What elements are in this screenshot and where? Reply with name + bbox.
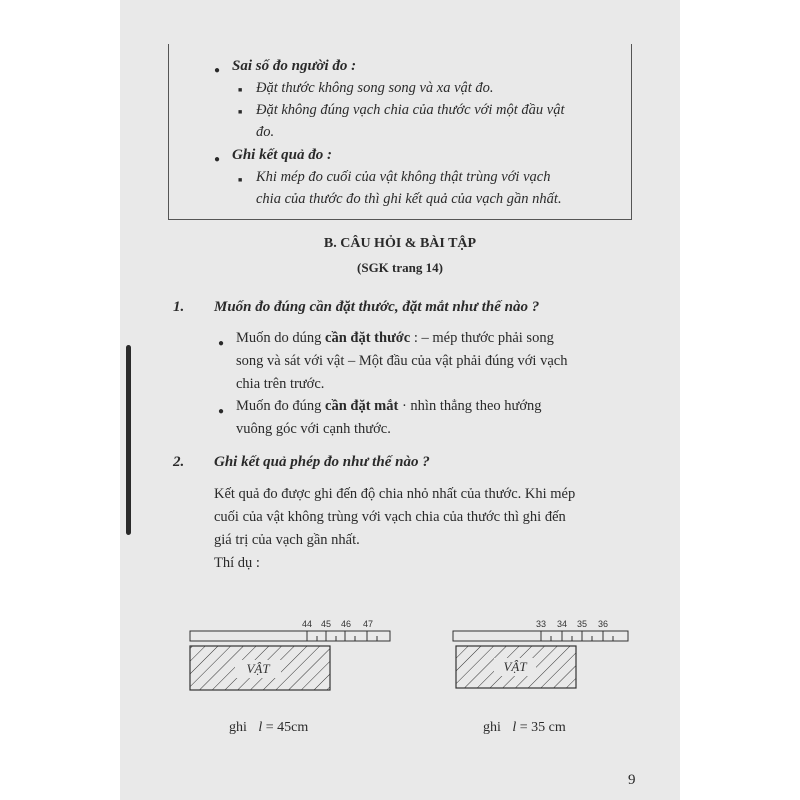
tick-label: 36 — [597, 619, 609, 629]
box-heading-2: Ghi kết quả đo : — [232, 147, 333, 163]
object-label: VẬT — [503, 659, 527, 674]
bullet-icon: ■ — [238, 108, 243, 116]
margin-ink-mark — [126, 345, 131, 535]
bullet-icon: ● — [214, 65, 221, 76]
tick-label: 47 — [362, 619, 374, 629]
page-number: 9 — [628, 772, 636, 788]
caption-text: ghi — [229, 720, 247, 735]
box-item-2-line-2: đo. — [256, 124, 275, 140]
bullet-icon: ● — [214, 154, 221, 165]
box-item-2-line-1: Đặt không đúng vạch chia của thước với một đầu vật — [256, 102, 565, 118]
answer-1-text: Muốn do dúng — [236, 330, 322, 346]
answer-2-line-3: giá trị của vạch gần nhất. — [214, 532, 360, 548]
box-heading-1: Sai số đo người đo : — [232, 58, 357, 74]
answer-1-bullet-1-line-2: song và sát với vật – Một đầu của vật phải đúng với vạch — [236, 353, 568, 369]
answer-2-line-4: Thí dụ : — [214, 555, 260, 571]
bullet-icon: ■ — [238, 86, 243, 94]
answer-1-bullet-2-line-1 — [236, 398, 542, 415]
answer-1-bullet-1-line-3: chia trên trước. — [236, 376, 325, 392]
box-item-3-line-1: Khi mép đo cuối của vật không thật trùng với vạch — [256, 169, 551, 185]
ruler-ticks — [541, 631, 613, 641]
question-2-number: 2. — [173, 454, 185, 470]
tick-label: 33 — [535, 619, 547, 629]
answer-2-line-2: cuối của vật không trùng với vạch chia của thước thì ghi đến — [214, 509, 566, 525]
answer-2-line-1: Kết quả đo được ghi đến độ chia nhỏ nhất của thước. Khi mép — [214, 486, 576, 502]
ruler-ticks — [307, 631, 377, 641]
bullet-icon: ● — [218, 338, 225, 349]
tick-label: 45 — [320, 619, 332, 629]
box-item-1: Đặt thước không song song và xa vật đo. — [256, 80, 494, 96]
answer-1-bullet-2-line-2: vuông góc với cạnh thước. — [236, 421, 391, 437]
answer-1-text: Muốn đo đúng — [236, 398, 322, 414]
caption-value: = 35 cm — [519, 720, 566, 735]
caption-text: ghi — [483, 720, 501, 735]
caption-variable: l — [512, 720, 517, 735]
question-2-text: Ghi kết quả phép đo như thế nào ? — [214, 454, 430, 470]
ruler-figure-left — [185, 615, 405, 695]
caption-left — [229, 720, 308, 736]
question-1-text: Muốn đo đúng cần đặt thước, đặt mắt như thế nào ? — [214, 299, 540, 315]
answer-1-emphasis: cần đặt thước — [325, 330, 411, 346]
answer-1-text: : – mép thước phải song — [413, 330, 554, 346]
bullet-icon: ■ — [238, 176, 243, 184]
caption-variable: l — [258, 720, 263, 735]
bullet-icon: ● — [218, 406, 225, 417]
caption-right — [483, 720, 566, 736]
answer-1-bullet-1-line-1 — [236, 330, 554, 347]
section-subtitle: (SGK trang 14) — [357, 260, 443, 275]
tick-label: 46 — [340, 619, 352, 629]
question-1-number: 1. — [173, 299, 185, 315]
tick-label: 35 — [576, 619, 588, 629]
caption-value: = 45cm — [265, 720, 309, 735]
ruler-figure-right — [448, 615, 638, 695]
tick-label: 34 — [556, 619, 568, 629]
object-label: VẬT — [246, 661, 270, 676]
tick-label: 44 — [301, 619, 313, 629]
section-title: B. CÂU HỎI & BÀI TẬP — [323, 236, 477, 251]
ruler — [190, 631, 390, 641]
answer-1-emphasis: cần đặt mắt — [325, 398, 399, 414]
box-item-3-line-2: chia của thước đo thì ghi kết quả của vạch gần nhất. — [256, 191, 562, 207]
answer-1-text: · nhìn thẳng theo hướng — [401, 398, 542, 414]
